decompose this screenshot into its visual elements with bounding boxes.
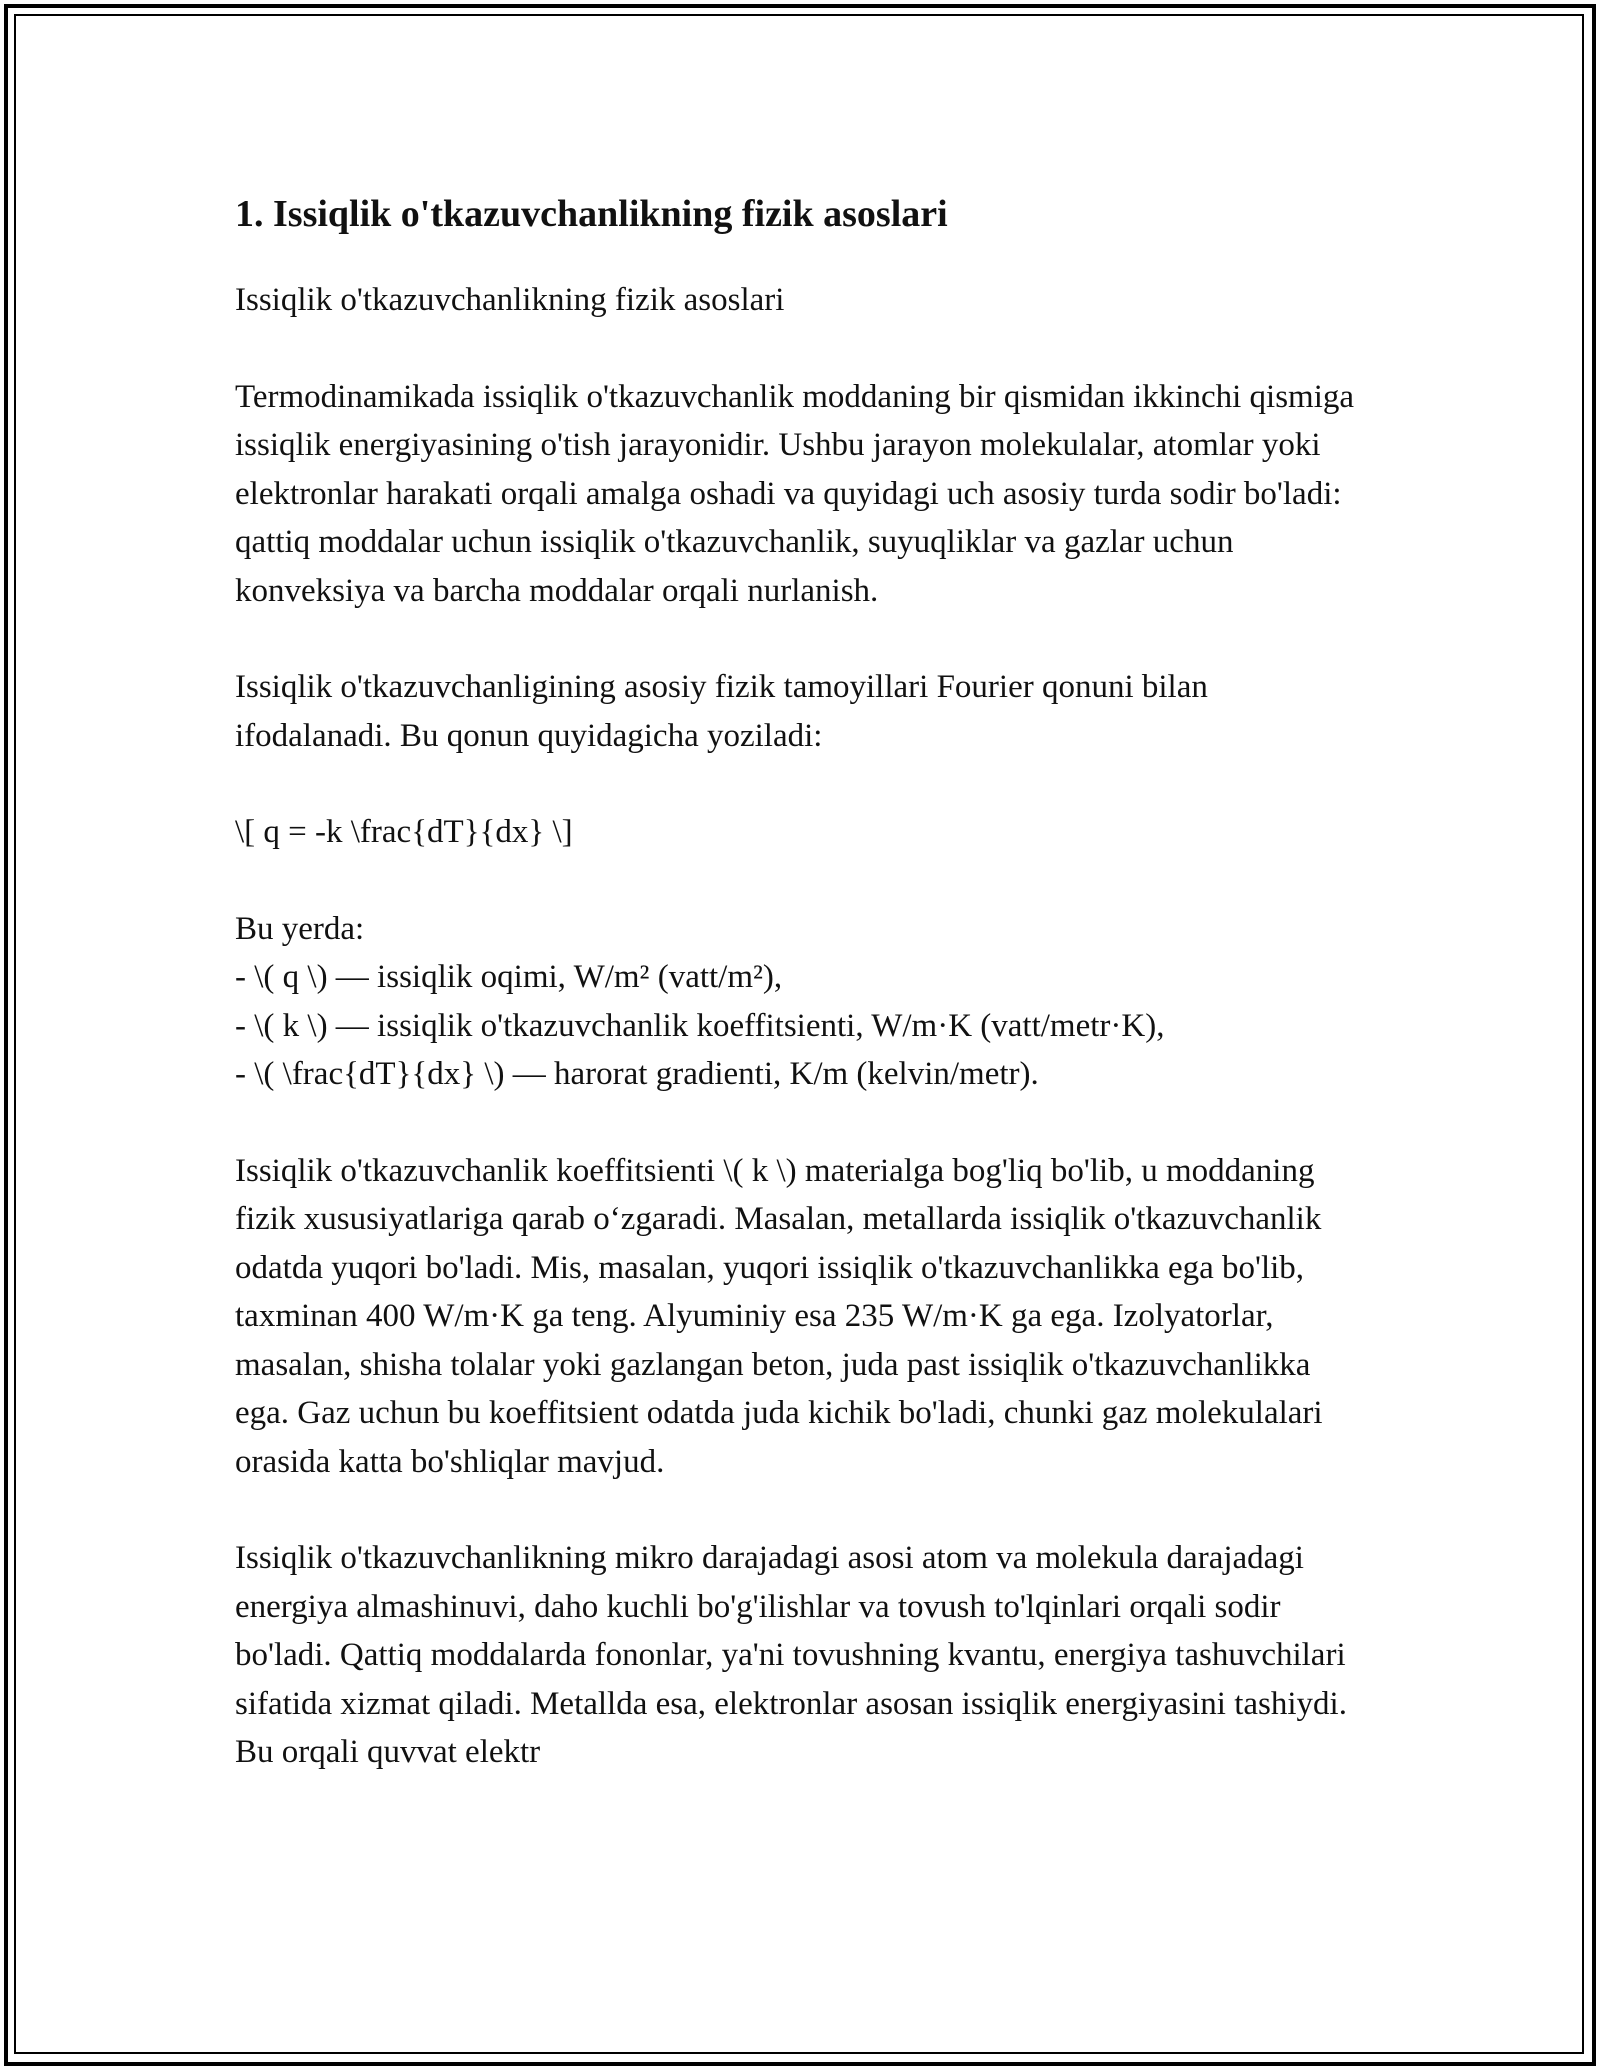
document-body: [235, 188, 1370, 1825]
definitions-list: [235, 953, 1370, 1099]
paragraph-intro: Termodinamikada issiqlik o'tkazuvchanlik moddaning bir qismidan ikkinchi qismiga issiqlik energiyasining o'tish jarayonidir. Ushbu jarayon molekulalar, atomlar yoki elektronlar harakati orqali amalga oshadi va quyidagi uch asosiy turda sodir bo'ladi: qattiq moddalar uchun issiqlik o'tkazuvchanlik, suyuqliklar va gazlar uchun konveksiya va barcha moddalar orqali nurlanish.: [235, 378, 1355, 609]
definitions-intro: Bu yerda:: [235, 910, 365, 947]
paragraph-micro: Issiqlik o'tkazuvchanlikning mikro darajadagi asosi atom va molekula darajadagi energiya almashinuvi, daho kuchli bo'g'ilishlar va tovush to'lqinlari orqali sodir bo'ladi. Qattiq moddalarda fononlar, ya'ni tovushning kvantu, energiya tashuvchilari sifatida xizmat qiladi. Metallda esa, elektronlar asosan issiqlik energiyasini tashiydi. Bu orqali quvvat elektr: [235, 1540, 1347, 1770]
paragraph-coefficient: Issiqlik o'tkazuvchanlik koeffitsienti \( k \) materialga bog'liq bo'lib, u moddaning fizik xususiyatlariga qarab o‘zgaradi. Masalan, metallarda issiqlik o'tkazuvchanlik odatda yuqori bo'ladi. Mis, masalan, yuqori issiqlik o'tkazuvchanlikka ega bo'lib, taxminan 400 W/m·K ga teng. Alyuminiy esa 235 W/m·K ga ega. Izolyatorlar, masalan, shisha tolalar yoki gazlangan beton, juda past issiqlik o'tkazuvchanlikka ega. Gaz uchun bu koeffitsient odatda juda kichik bo'ladi, chunki gaz molekulalari orasida katta bo'shliqlar mavjud.: [235, 1152, 1323, 1480]
definition-item-k: - \( k \) — issiqlik o'tkazuvchanlik koeffitsienti, W/m·K (vatt/metr·K),: [235, 1007, 1165, 1044]
section-heading: 1. Issiqlik o'tkazuvchanlikning fizik asoslari: [235, 193, 948, 235]
definition-item-q: - \( q \) — issiqlik oqimi, W/m² (vatt/m²),: [235, 959, 783, 995]
definition-item-gradient: - \( \frac{dT}{dx} \) — harorat gradienti, K/m (kelvin/metr).: [235, 1056, 1039, 1092]
formula-fourier: \[ q = -k \frac{dT}{dx} \]: [235, 814, 573, 850]
paragraph-fourier: Issiqlik o'tkazuvchanligining asosiy fizik tamoyillari Fourier qonuni bilan ifodalanadi. Bu qonun quyidagicha yoziladi:: [235, 669, 1208, 754]
section-subheading: Issiqlik o'tkazuvchanlikning fizik asoslari: [235, 282, 785, 318]
